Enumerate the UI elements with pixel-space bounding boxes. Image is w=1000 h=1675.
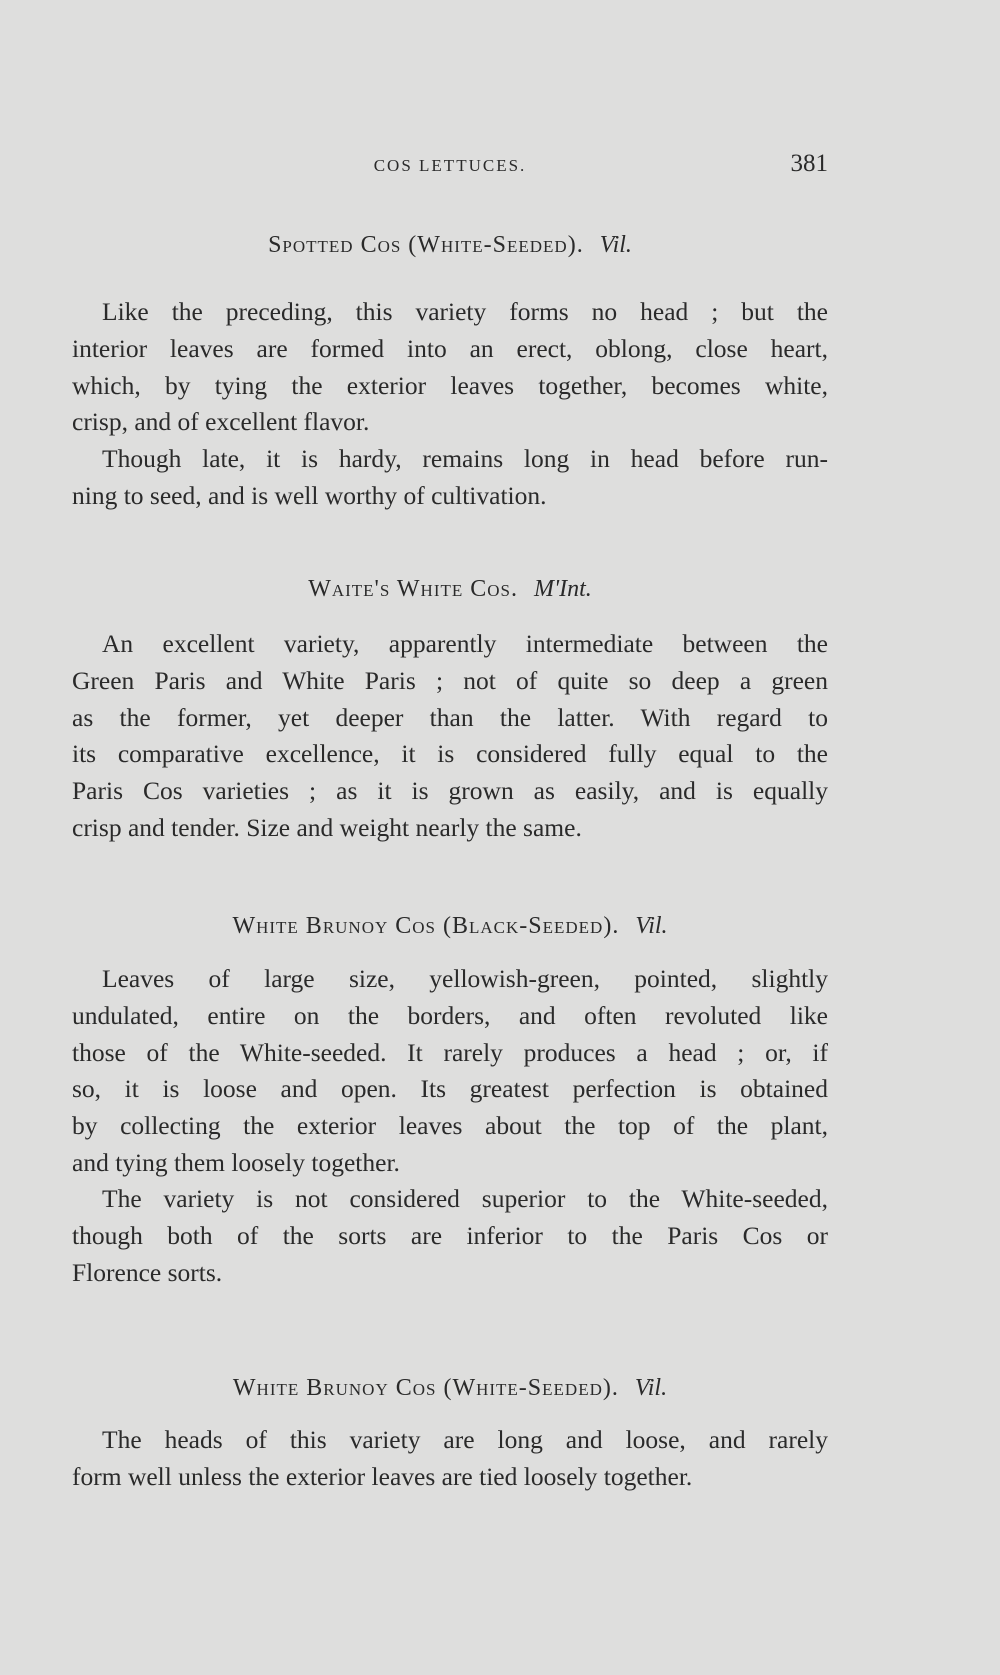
entry-heading-waites-white-cos bbox=[72, 576, 828, 603]
entry-heading-white-brunoy-black-seeded bbox=[72, 913, 828, 940]
entry-title: White Brunoy Cos (White-Seeded). bbox=[232, 1375, 619, 1401]
text-line: The variety is not considered superior to the White-seeded, bbox=[102, 1184, 828, 1213]
entry-title: White Brunoy Cos (Black-Seeded). bbox=[232, 913, 620, 939]
entry-authority: Vil. bbox=[635, 913, 668, 939]
text-line: Paris Cos varieties ; as it is grown as easily, and is equally bbox=[72, 776, 828, 806]
text-line: undulated, entire on the borders, and often revoluted like bbox=[72, 1000, 828, 1030]
page-number: 381 bbox=[790, 150, 828, 177]
paragraph bbox=[72, 294, 828, 441]
running-title: COS LETTUCES. bbox=[373, 156, 527, 175]
entry-heading-spotted-cos bbox=[72, 232, 828, 259]
paragraph bbox=[72, 441, 828, 515]
paragraph bbox=[72, 626, 828, 847]
entry-title: Waite's White Cos. bbox=[308, 576, 518, 602]
text-line: crisp, and of excellent flavor. bbox=[72, 407, 370, 437]
text-line: so, it is loose and open. Its greatest perfection is obtained bbox=[72, 1074, 828, 1104]
paragraph bbox=[72, 961, 828, 1182]
text-line: Leaves of large size, yellowish-green, pointed, slightly bbox=[102, 964, 828, 993]
paragraph bbox=[72, 1422, 828, 1496]
text-line: though both of the sorts are inferior to the Paris Cos or bbox=[72, 1220, 828, 1250]
text-line: interior leaves are formed into an erect, oblong, close heart, bbox=[72, 333, 828, 363]
text-line: its comparative excellence, it is considered fully equal to the bbox=[72, 739, 828, 769]
entry-authority: Vil. bbox=[599, 232, 632, 258]
text-line: crisp and tender. Size and weight nearly the same. bbox=[72, 812, 582, 842]
text-line: those of the White-seeded. It rarely produces a head ; or, if bbox=[72, 1037, 828, 1067]
text-line: form well unless the exterior leaves are tied loosely together. bbox=[72, 1461, 693, 1491]
text-line: which, by tying the exterior leaves together, becomes white, bbox=[72, 370, 828, 400]
running-head bbox=[72, 150, 828, 180]
text-line: ning to seed, and is well worthy of cultivation. bbox=[72, 480, 547, 510]
entry-authority: Vil. bbox=[634, 1375, 668, 1401]
entry-authority: M'Int. bbox=[534, 576, 592, 602]
text-line: as the former, yet deeper than the latter. With regard to bbox=[72, 702, 828, 732]
text-line: An excellent variety, apparently intermediate between the bbox=[102, 629, 828, 658]
entry-heading-white-brunoy-white-seeded bbox=[72, 1375, 828, 1402]
text-line: Like the preceding, this variety forms no head ; but the bbox=[102, 297, 828, 326]
text-line: The heads of this variety are long and loose, and rarely bbox=[102, 1425, 828, 1454]
text-line: and tying them loosely together. bbox=[72, 1147, 400, 1177]
text-line: by collecting the exterior leaves about the top of the plant, bbox=[72, 1111, 828, 1141]
text-line: Though late, it is hardy, remains long in head before run- bbox=[102, 444, 828, 473]
entry-title: Spotted Cos (White-Seeded). bbox=[268, 232, 584, 258]
text-line: Green Paris and White Paris ; not of quite so deep a green bbox=[72, 665, 828, 695]
paragraph bbox=[72, 1181, 828, 1291]
text-line: Florence sorts. bbox=[72, 1257, 223, 1287]
